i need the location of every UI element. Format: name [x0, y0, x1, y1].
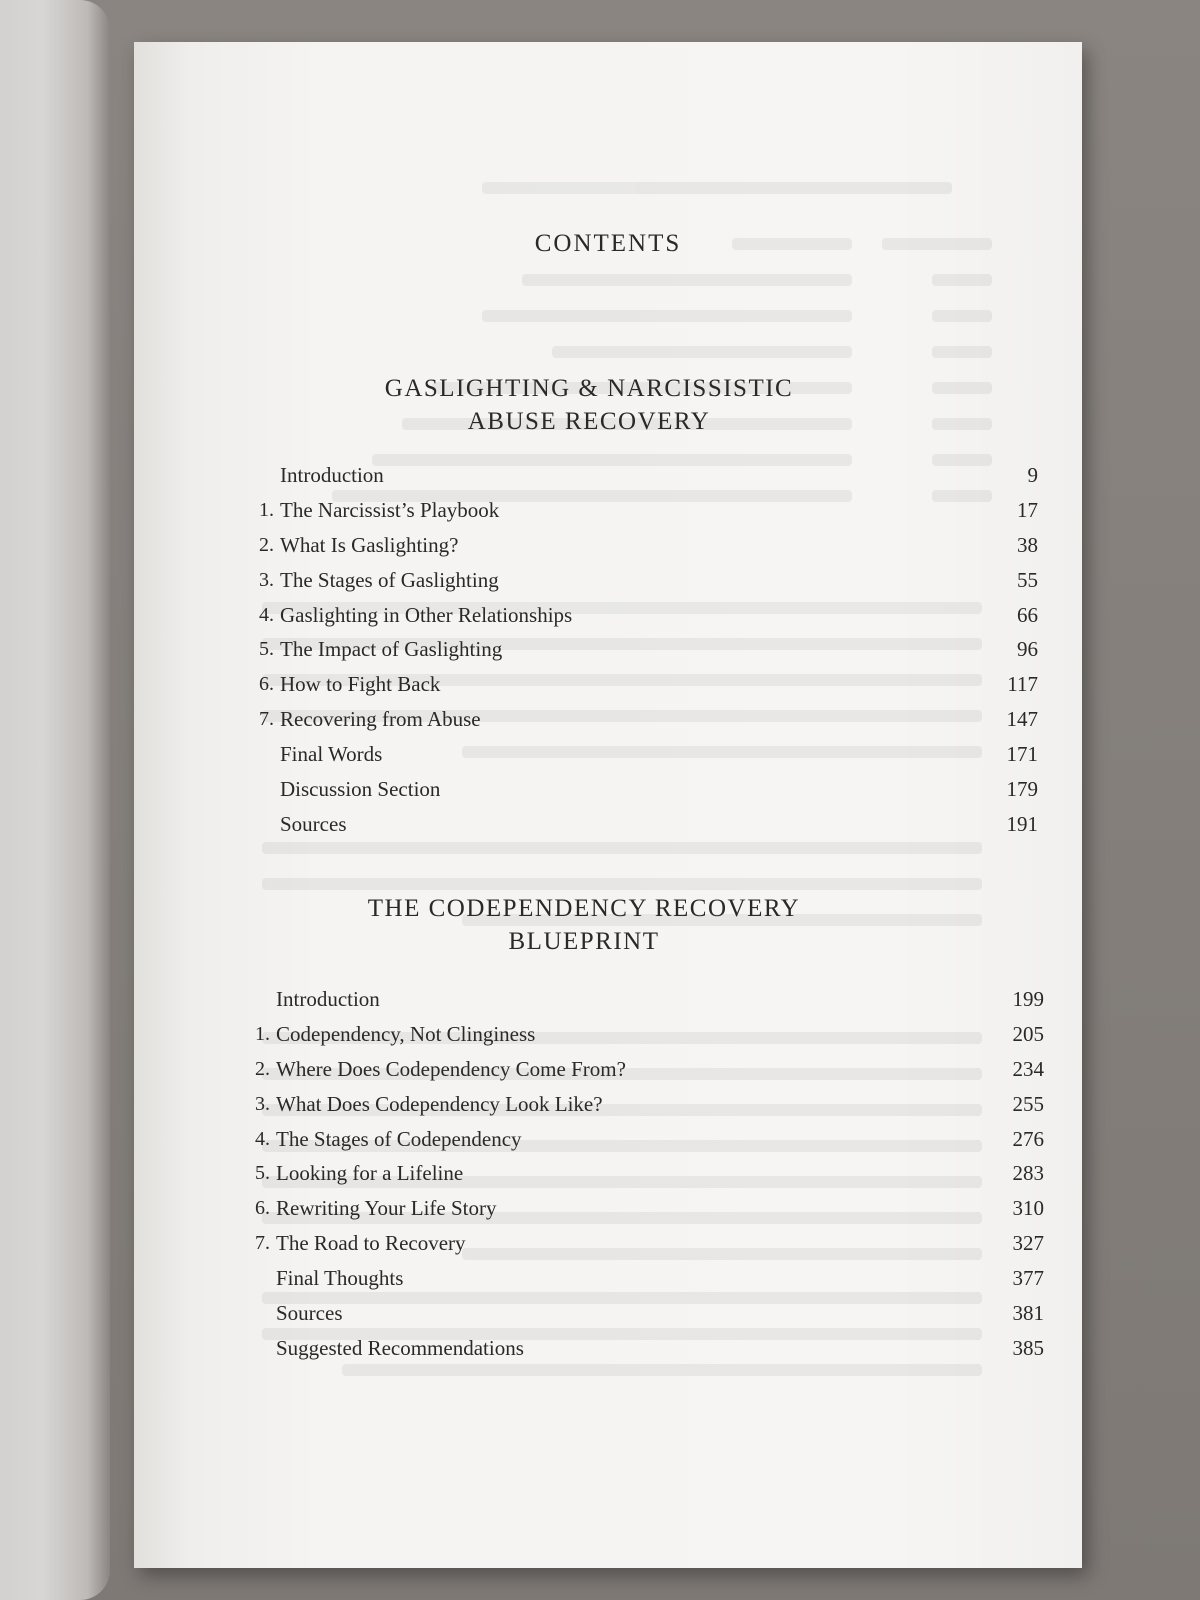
toc-entry-page: 327	[1012, 1231, 1044, 1256]
toc-entry-title: The Impact of Gaslighting	[280, 637, 503, 662]
book2-toc	[242, 984, 1044, 1368]
toc-entry	[246, 704, 1038, 739]
toc-entry-title: Introduction	[276, 987, 380, 1011]
toc-entry	[242, 1054, 1044, 1089]
toc-entry-title: Sources	[280, 811, 347, 836]
toc-entry	[242, 1124, 1044, 1159]
toc-entry-page: 385	[1012, 1335, 1044, 1360]
toc-entry	[242, 1158, 1044, 1193]
toc-entry	[246, 634, 1038, 669]
toc-entry-title: Discussion Section	[280, 777, 441, 802]
toc-entry-page: 377	[1012, 1266, 1044, 1291]
toc-entry-number: 4.	[259, 603, 274, 626]
toc-entry-number: 7.	[259, 708, 274, 731]
toc-entry-title: The Road to Recovery	[276, 1231, 466, 1256]
toc-entry-title: How to Fight Back	[280, 672, 441, 697]
book1-title-line2: ABUSE RECOVERY	[467, 408, 711, 435]
toc-entry	[246, 495, 1038, 530]
book2-title-line1: THE CODEPENDENCY RECOVERY	[367, 895, 801, 922]
toc-entry-page: 38	[1017, 532, 1038, 557]
contents-heading: CONTENTS	[534, 230, 682, 257]
toc-entry	[246, 530, 1038, 565]
toc-entry	[246, 669, 1038, 704]
book1-title	[134, 372, 1044, 438]
toc-entry-number: 5.	[255, 1162, 270, 1185]
toc-entry-title: Introduction	[280, 463, 384, 487]
book2-title-line2: BLUEPRINT	[508, 928, 660, 955]
toc-entry-page: 191	[1006, 811, 1038, 836]
toc-entry-page: 255	[1012, 1091, 1044, 1116]
toc-entry-title: Suggested Recommendations	[276, 1335, 524, 1360]
toc-entry-page: 66	[1017, 602, 1038, 627]
toc-entry-number: 2.	[255, 1057, 270, 1080]
toc-entry	[246, 460, 1038, 495]
toc-entry-title: Where Does Codependency Come From?	[276, 1056, 626, 1081]
toc-entry-number: 1.	[259, 498, 274, 521]
toc-entry-page: 205	[1012, 1021, 1044, 1046]
toc-entry	[242, 1333, 1044, 1368]
toc-entry	[246, 809, 1038, 844]
toc-entry-page: 276	[1012, 1126, 1044, 1151]
toc-entry-title: Codependency, Not Clinginess	[276, 1021, 536, 1046]
toc-entry-title: Gaslighting in Other Relationships	[280, 602, 573, 627]
toc-entry-title: Final Thoughts	[276, 1266, 404, 1291]
book1-toc	[246, 460, 1038, 844]
toc-entry-title: What Is Gaslighting?	[280, 532, 459, 557]
toc-entry-page: 283	[1012, 1161, 1044, 1186]
toc-entry	[246, 739, 1038, 774]
toc-entry-number: 6.	[255, 1197, 270, 1220]
toc-entry-page: 179	[1006, 777, 1038, 802]
left-page-edge	[0, 0, 110, 1600]
book1-title-line1: GASLIGHTING & NARCISSISTIC	[384, 375, 794, 402]
toc-entry-number: 6.	[259, 673, 274, 696]
toc-entry-page: 96	[1017, 637, 1038, 662]
toc-entry	[242, 984, 1044, 1019]
toc-entry	[242, 1298, 1044, 1333]
toc-entry-page: 9	[1027, 463, 1038, 487]
toc-entry-number: 5.	[259, 638, 274, 661]
toc-entry-page: 171	[1006, 742, 1038, 767]
toc-entry-page: 199	[1012, 987, 1044, 1011]
toc-entry-page: 234	[1012, 1056, 1044, 1081]
toc-entry	[246, 774, 1038, 809]
toc-entry-title: Rewriting Your Life Story	[276, 1196, 497, 1221]
book-page	[134, 42, 1082, 1568]
toc-entry-title: The Narcissist’s Playbook	[280, 497, 500, 522]
toc-entry-title: Sources	[276, 1301, 343, 1326]
toc-entry-number: 1.	[255, 1022, 270, 1045]
toc-entry-title: What Does Codependency Look Like?	[276, 1091, 603, 1116]
toc-entry-page: 310	[1012, 1196, 1044, 1221]
toc-entry-page: 17	[1017, 497, 1038, 522]
toc-entry	[246, 565, 1038, 600]
toc-entry-number: 7.	[255, 1232, 270, 1255]
toc-entry-number: 4.	[255, 1127, 270, 1150]
toc-entry-title: Looking for a Lifeline	[276, 1161, 464, 1186]
toc-entry	[242, 1193, 1044, 1228]
toc-entry-page: 55	[1017, 567, 1038, 592]
toc-entry-title: The Stages of Gaslighting	[280, 567, 499, 592]
toc-entry	[242, 1263, 1044, 1298]
toc-entry	[242, 1228, 1044, 1263]
toc-entry-number: 3.	[259, 568, 274, 591]
book2-title	[134, 892, 1034, 958]
toc-entry-number: 2.	[259, 533, 274, 556]
toc-entry-title: Recovering from Abuse	[280, 707, 481, 732]
toc-entry	[242, 1089, 1044, 1124]
toc-entry-title: Final Words	[280, 742, 383, 767]
toc-entry-number: 3.	[255, 1092, 270, 1115]
toc-entry-page: 147	[1006, 707, 1038, 732]
toc-entry-page: 381	[1012, 1301, 1044, 1326]
toc-entry-title: The Stages of Codependency	[276, 1126, 522, 1151]
toc-entry	[242, 1019, 1044, 1054]
toc-entry	[246, 600, 1038, 635]
toc-entry-page: 117	[1007, 672, 1038, 697]
